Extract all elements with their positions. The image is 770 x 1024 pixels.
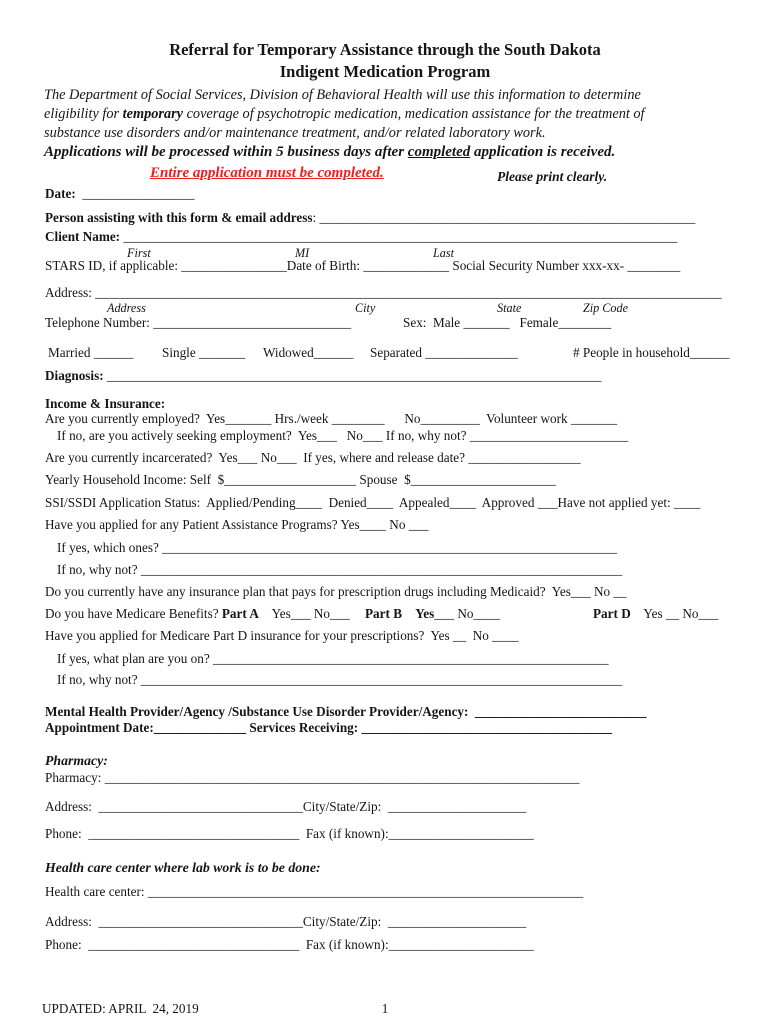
middle-initial-sublabel: MI — [295, 246, 310, 260]
pap-question: Have you applied for any Patient Assistance Programs? Yes — [45, 517, 360, 532]
form-title-line1: Referral for Temporary Assistance through the South Dakota — [169, 40, 601, 59]
medicare-part-b-label: Part B — [365, 606, 402, 621]
widowed-label: Widowed — [263, 345, 314, 360]
processing-post: application is received. — [470, 144, 616, 160]
lab-citystatezip-label: City/State/Zip: — [302, 914, 388, 929]
ssn-label: Social Security Number xxx-xx- — [449, 258, 628, 273]
address-blank[interactable]: _______________________________________________________________________________________________ — [95, 285, 722, 300]
medicare-b-yes-blank[interactable]: ___ — [434, 606, 455, 621]
services-receiving-label: Services Receiving: — [246, 720, 362, 735]
seeking-whynot-blank[interactable]: ________________________ — [469, 428, 629, 443]
stars-id-label: STARS ID, if applicable: — [45, 258, 182, 273]
lab-center-label: Health care center: — [45, 884, 148, 899]
diagnosis-line — [45, 368, 601, 383]
pharmacy-phone-blank[interactable]: ________________________________ — [88, 826, 300, 841]
date-line — [45, 186, 194, 201]
stars-id-blank[interactable]: ________________ — [181, 258, 287, 273]
employed-hrs-label: Hrs./week — [271, 411, 332, 426]
telephone-line — [45, 315, 351, 330]
sex-female-blank[interactable]: ________ — [558, 315, 612, 330]
employed-line — [45, 411, 617, 426]
pap-no-blank[interactable]: ___ — [408, 517, 429, 532]
date-of-birth-label: Date of Birth: — [286, 258, 364, 273]
intro-line3: substance use disorders and/or maintenance treatment, and/or related laboratory work. — [44, 125, 546, 141]
pharmacy-label: Pharmacy: — [45, 770, 105, 785]
pap-yes-blank[interactable]: ____ — [359, 517, 386, 532]
medicare-d-no-blank[interactable]: ___ — [698, 606, 719, 621]
lab-phone-line — [45, 937, 534, 952]
appointment-date-blank[interactable]: ______________ — [153, 720, 247, 735]
sex-male-label: Sex: Male — [403, 315, 464, 330]
person-assisting-blank[interactable]: _________________________________________________________ — [319, 210, 696, 225]
widowed-blank[interactable]: ______ — [313, 345, 354, 360]
employed-hrs-blank[interactable]: ________ — [331, 411, 385, 426]
city-sublabel: City — [355, 301, 376, 315]
address-label: Address: — [45, 285, 96, 300]
processing-notice — [44, 145, 615, 160]
single-group — [162, 345, 245, 360]
yearly-income-line — [45, 472, 556, 487]
medicare-partd-applied-line — [45, 628, 519, 643]
medicare-part-d-label: Part D — [593, 606, 631, 621]
ssi-status-line — [45, 495, 700, 510]
incarcerated-no-label: No — [257, 450, 277, 465]
pharmacy-address-blank[interactable]: _______________________________ — [98, 799, 303, 814]
employed-question: Are you currently employed? Yes — [45, 411, 226, 426]
yearly-spouse-label: Spouse $ — [356, 472, 411, 487]
medicare-a-yes-blank[interactable]: ___ — [290, 606, 311, 621]
insurance-yes-blank[interactable]: ___ — [570, 584, 591, 599]
seeking-whynot-label: If no, why not? — [382, 428, 470, 443]
pharmacy-heading: Pharmacy: — [45, 753, 108, 768]
seeking-yes-blank[interactable]: ___ — [317, 428, 337, 443]
incarcerated-question: Are you currently incarcerated? Yes — [45, 450, 238, 465]
footer-updated: UPDATED: APRIL 24, 2019 — [42, 1001, 199, 1016]
pharmacy-phone-line — [45, 826, 534, 841]
medicare-d-yes-blank[interactable]: __ — [665, 606, 680, 621]
medicare-part-d-group — [593, 606, 718, 621]
pharmacy-blank[interactable]: ________________________________________________________________________ — [104, 770, 580, 785]
incarcerated-where-blank[interactable]: _________________ — [468, 450, 581, 465]
single-label: Single — [162, 345, 199, 360]
state-sublabel: State — [497, 301, 522, 315]
ssi-notapplied-label: Have not applied yet: — [557, 495, 674, 510]
medicare-b-gap — [402, 606, 415, 621]
client-name-label: Client Name: — [45, 229, 124, 244]
yearly-self-blank[interactable]: ____________________ — [224, 472, 357, 487]
print-clearly-note: Please print clearly. — [497, 169, 608, 184]
provider-label: Mental Health Provider/Agency /Substance Use Disorder Provider/Agency: — [45, 704, 476, 719]
lab-phone-label: Phone: — [45, 937, 89, 952]
ssi-status-label: SSI/SSDI Application Status: Applied/Pending — [45, 495, 296, 510]
insurance-no-label: No — [590, 584, 614, 599]
pap-line — [45, 517, 429, 532]
partd-applied-yes-blank[interactable]: __ — [452, 628, 467, 643]
medicare-line-left — [45, 606, 350, 621]
lab-address-line — [45, 914, 526, 929]
medicare-part-b-group — [365, 606, 500, 621]
sex-female-label: Female — [509, 315, 559, 330]
married-label: Married — [48, 345, 94, 360]
first-name-sublabel: First — [127, 246, 151, 260]
pharmacy-citystatezip-blank[interactable]: _____________________ — [387, 799, 527, 814]
partd-applied-no-blank[interactable]: ____ — [492, 628, 519, 643]
date-label: Date: — [45, 186, 76, 201]
yearly-income-label: Yearly Household Income: Self $ — [45, 472, 225, 487]
intro-line2-pre: eligibility for — [44, 106, 123, 122]
medicare-a-no-blank[interactable]: ___ — [329, 606, 350, 621]
telephone-blank[interactable]: ______________________________ — [153, 315, 352, 330]
pharmacy-line — [45, 770, 579, 785]
person-assisting-line — [45, 210, 695, 225]
partd-why-not-line — [57, 672, 622, 687]
pharmacy-address-line — [45, 799, 526, 814]
form-title-line2: Indigent Medication Program — [279, 62, 491, 81]
medicare-b-no-blank[interactable]: ____ — [473, 606, 500, 621]
provider-line — [45, 704, 646, 719]
appointment-date-label: Appointment Date: — [45, 720, 154, 735]
partd-plan-label: If yes, what plan are you on? — [57, 651, 213, 666]
separated-blank[interactable]: ______________ — [425, 345, 518, 360]
seeking-employment-line — [57, 428, 628, 443]
ssi-pending-blank[interactable]: ____ — [295, 495, 322, 510]
lab-center-line — [45, 884, 583, 899]
ssi-denied-blank[interactable]: ____ — [366, 495, 394, 510]
date-of-birth-blank[interactable]: _____________ — [363, 258, 450, 273]
ssi-notapplied-blank[interactable]: ____ — [673, 495, 701, 510]
employed-yes-blank[interactable]: _______ — [225, 411, 272, 426]
partd-plan-blank[interactable]: ____________________________________________________________ — [213, 651, 609, 666]
medicare-d-no-label: No — [679, 606, 699, 621]
footer-page-number: 1 — [381, 1001, 389, 1016]
lab-heading: Health care center where lab work is to be done: — [45, 860, 321, 875]
sex-male-blank[interactable]: _______ — [463, 315, 510, 330]
appointment-line — [45, 720, 612, 735]
medicare-question: Do you have Medicare Benefits? — [45, 606, 222, 621]
medicare-part-a-label: Part A — [221, 606, 259, 621]
separated-group — [370, 345, 518, 360]
pap-which-ones-blank[interactable]: _____________________________________________________________________ — [162, 540, 618, 555]
ssi-appealed-blank[interactable]: ____ — [449, 495, 476, 510]
sex-group — [403, 315, 611, 330]
incarcerated-where-label: If yes, where and release date? — [296, 450, 469, 465]
zip-code-sublabel: Zip Code — [583, 301, 629, 315]
pharmacy-fax-label: Fax (if known): — [299, 826, 389, 841]
address-sublabel: Address — [107, 301, 146, 315]
insurance-no-blank[interactable]: __ — [613, 584, 627, 599]
diagnosis-blank[interactable]: ___________________________________________________________________________ — [106, 368, 602, 383]
intro-line2-post: coverage of psychotropic medication, medication assistance for the treatment of — [183, 106, 645, 122]
pap-why-not-blank[interactable]: _________________________________________________________________________ — [140, 562, 623, 577]
separated-label: Separated — [370, 345, 426, 360]
medicare-b-no-label: No — [454, 606, 474, 621]
married-group — [48, 345, 133, 360]
lab-address-label: Address: — [45, 914, 99, 929]
medicare-a-no-label: No — [310, 606, 330, 621]
partd-why-not-label: If no, why not? — [57, 672, 141, 687]
lab-fax-label: Fax (if known): — [299, 937, 389, 952]
incarcerated-line — [45, 450, 580, 465]
person-assisting-label: Person assisting with this form & email address — [45, 210, 313, 225]
ssi-approved-label: Approved — [475, 495, 538, 510]
seeking-no-blank[interactable]: ___ — [362, 428, 383, 443]
married-blank[interactable]: ______ — [93, 345, 134, 360]
volunteer-label: Volunteer work — [479, 411, 571, 426]
insurance-line — [45, 584, 627, 599]
processing-completed: completed — [407, 144, 471, 160]
intro-line2 — [44, 107, 645, 122]
seeking-no-label: No — [336, 428, 363, 443]
pap-no-label: No — [386, 517, 409, 532]
entire-application-notice: Entire application must be completed. — [150, 165, 384, 181]
lab-fax-blank[interactable]: ______________________ — [388, 937, 534, 952]
telephone-label: Telephone Number: — [45, 315, 154, 330]
partd-why-not-blank[interactable]: _________________________________________________________________________ — [140, 672, 623, 687]
pharmacy-citystatezip-label: City/State/Zip: — [302, 799, 388, 814]
incarcerated-yes-blank[interactable]: ___ — [237, 450, 258, 465]
insurance-question: Do you currently have any insurance plan that pays for prescription drugs including Medicaid? Yes — [45, 584, 571, 599]
stars-id-line — [45, 258, 680, 273]
partd-applied-question: Have you applied for Medicare Part D insurance for your prescriptions? Yes — [45, 628, 453, 643]
employed-no-blank[interactable]: _________ — [420, 411, 480, 426]
intro-line2-temporary: temporary — [122, 106, 183, 122]
medicare-b-yes-label: Yes — [415, 606, 435, 621]
household-blank[interactable]: ______ — [689, 345, 730, 360]
ssi-appealed-label: Appealed — [393, 495, 450, 510]
yearly-spouse-blank[interactable]: ______________________ — [410, 472, 556, 487]
pharmacy-fax-blank[interactable]: ______________________ — [388, 826, 534, 841]
date-blank[interactable]: _________________ — [75, 186, 195, 201]
medicare-d-yes-label: Yes — [630, 606, 666, 621]
household-group — [573, 345, 729, 360]
last-name-sublabel: Last — [433, 246, 455, 260]
pap-why-not-label: If no, why not? — [57, 562, 141, 577]
household-label: # People in household — [573, 345, 690, 360]
single-blank[interactable]: _______ — [199, 345, 246, 360]
partd-applied-no-label: No — [466, 628, 493, 643]
partd-plan-line — [57, 651, 609, 666]
pap-which-ones-label: If yes, which ones? — [57, 540, 163, 555]
address-line — [45, 285, 722, 300]
pap-which-ones-line — [57, 540, 617, 555]
volunteer-blank[interactable]: _______ — [570, 411, 618, 426]
income-insurance-heading: Income & Insurance: — [45, 396, 166, 411]
medicare-a-yes-label: Yes — [258, 606, 291, 621]
ssi-approved-blank[interactable]: ___ — [537, 495, 558, 510]
provider-blank[interactable]: __________________________ — [475, 704, 647, 719]
employed-no-label: No — [384, 411, 421, 426]
pharmacy-phone-label: Phone: — [45, 826, 89, 841]
client-name-blank[interactable]: ____________________________________________________________________________________ — [123, 229, 678, 244]
lab-address-blank[interactable]: _______________________________ — [98, 914, 303, 929]
ssn-blank[interactable]: ________ — [627, 258, 681, 273]
incarcerated-no-blank[interactable]: ___ — [276, 450, 297, 465]
intro-line1: The Department of Social Services, Division of Behavioral Health will use this information to determine — [44, 87, 641, 103]
lab-citystatezip-blank[interactable]: _____________________ — [387, 914, 527, 929]
person-assisting-sep: : — [312, 210, 320, 225]
pap-why-not-line — [57, 562, 622, 577]
ssi-denied-label: Denied — [321, 495, 367, 510]
processing-pre: Applications will be processed within 5 business days after — [44, 144, 408, 160]
diagnosis-label: Diagnosis: — [45, 368, 107, 383]
pharmacy-address-label: Address: — [45, 799, 99, 814]
client-name-line — [45, 229, 677, 244]
seeking-question: If no, are you actively seeking employment? Yes — [57, 428, 318, 443]
widowed-group — [263, 345, 353, 360]
lab-phone-blank[interactable]: ________________________________ — [88, 937, 300, 952]
services-receiving-blank[interactable]: ______________________________________ — [361, 720, 613, 735]
lab-center-blank[interactable]: __________________________________________________________________ — [147, 884, 584, 899]
